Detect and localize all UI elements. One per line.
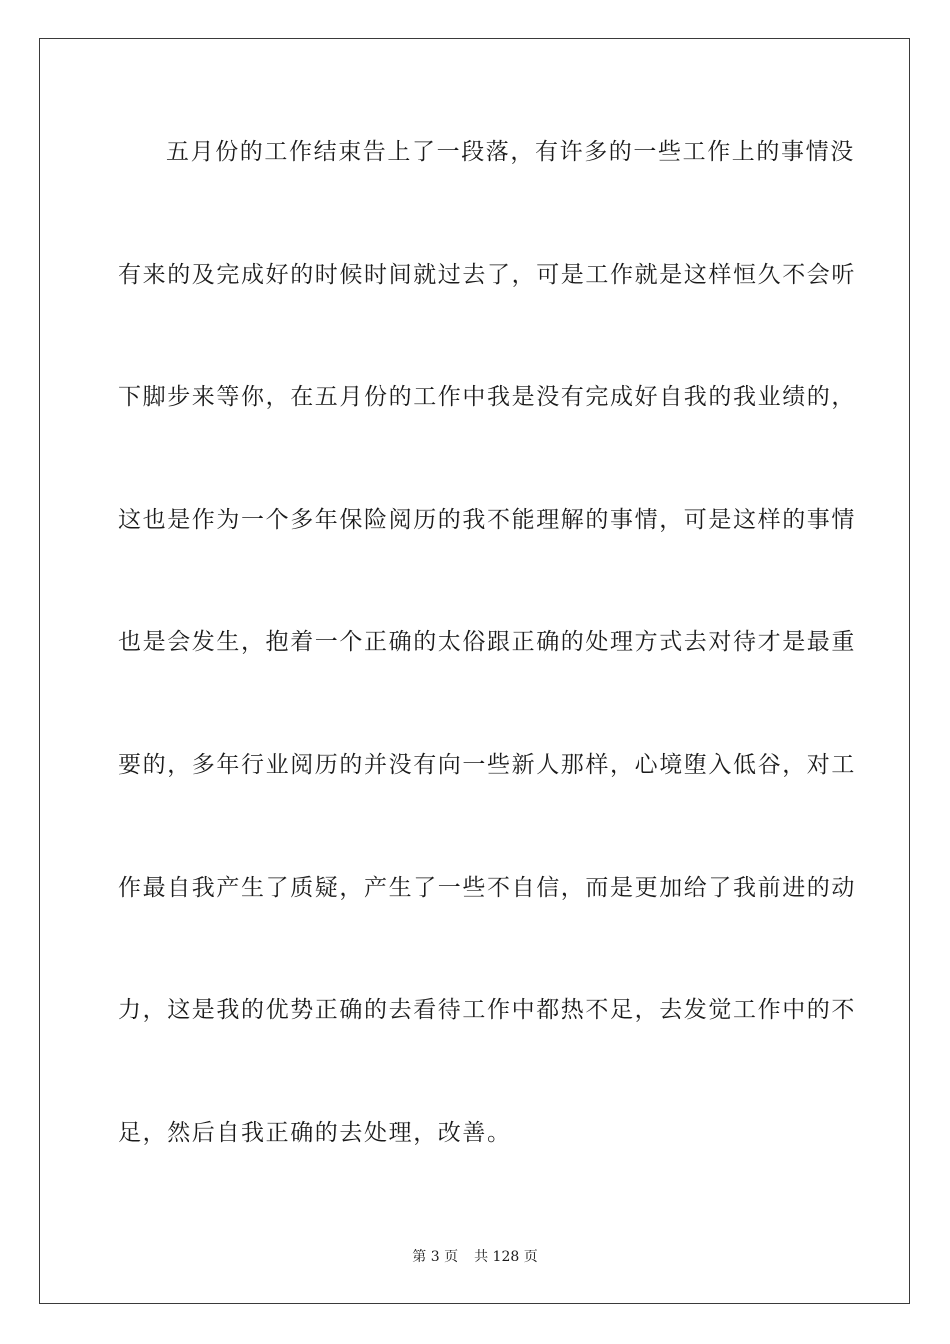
paragraph-line: 下脚步来等你，在五月份的工作中我是没有完成好自我的我业绩的， <box>118 384 856 411</box>
paragraph-line: 作最自我产生了质疑，产生了一些不自信，而是更加给了我前进的动 <box>118 874 856 901</box>
paragraph-line: 力，这是我的优势正确的去看待工作中都热不足，去发觉工作中的不 <box>118 997 856 1024</box>
page-footer <box>0 1247 950 1267</box>
paragraph-line: 五月份的工作结束告上了一段落，有许多的一些工作上的事情没 <box>166 139 855 165</box>
paragraph-line: 足，然后自我正确的去处理，改善。 <box>118 1119 512 1146</box>
paragraph-line: 这也是作为一个多年保险阅历的我不能理解的事情，可是这样的事情 <box>118 506 856 533</box>
paragraph-line: 也是会发生，抱着一个正确的太俗跟正确的处理方式去对待才是最重 <box>118 629 856 656</box>
page-number: 第 3 页 <box>412 1249 459 1265</box>
paragraph-line: 有来的及完成好的时候时间就过去了，可是工作就是这样恒久不会听 <box>118 261 856 288</box>
page-total: 共 128 页 <box>474 1249 538 1265</box>
paragraph-line: 要的，多年行业阅历的并没有向一些新人那样，心境堕入低谷，对工 <box>118 751 856 778</box>
body-paragraph <box>118 130 856 1233</box>
